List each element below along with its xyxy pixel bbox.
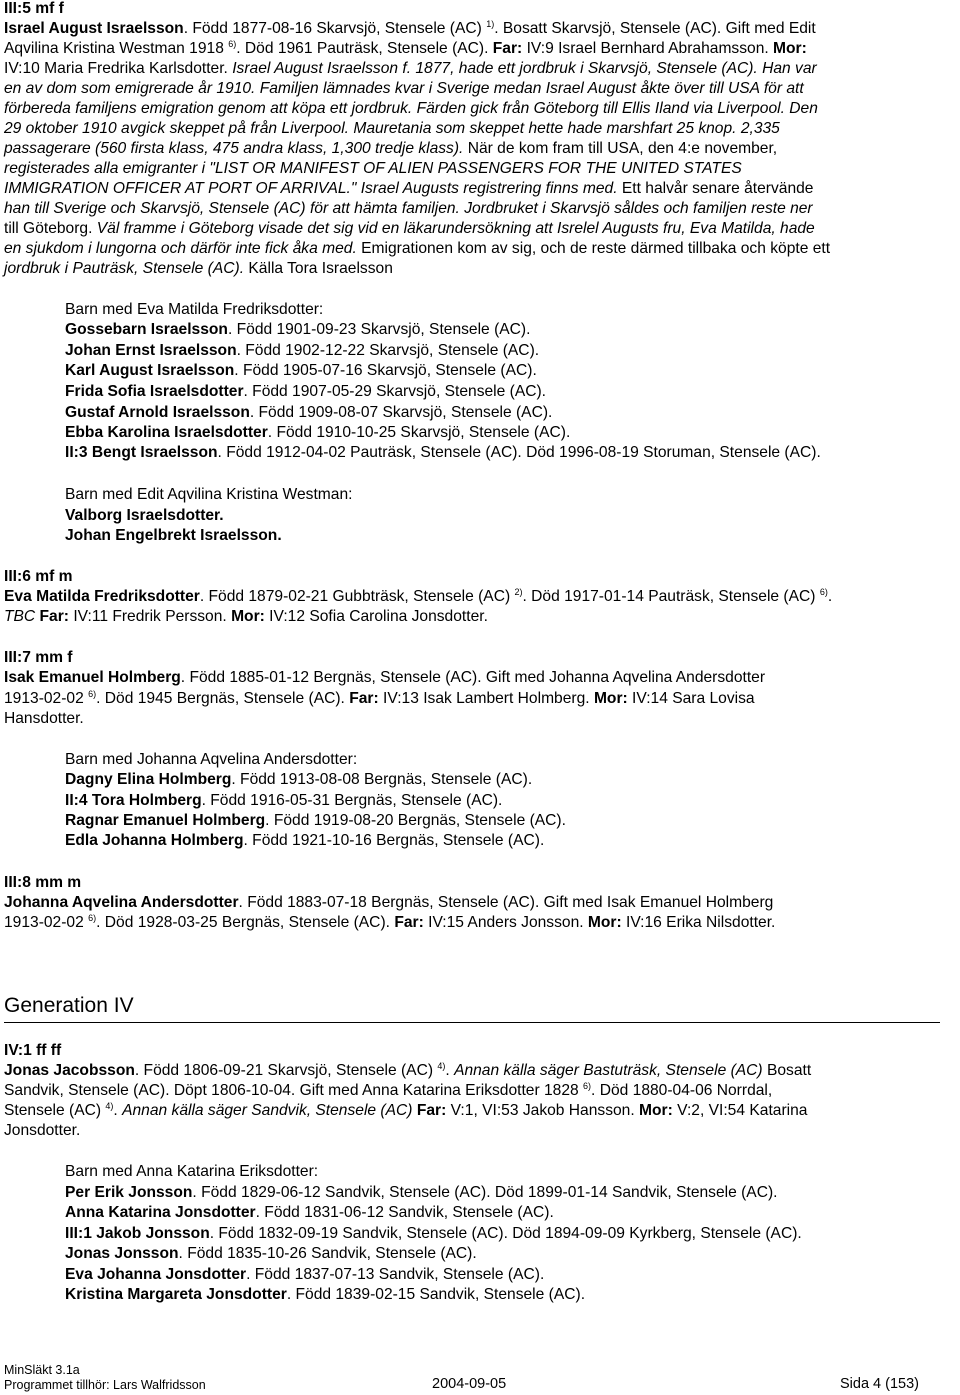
child-name: Ragnar Emanuel Holmberg [65, 812, 266, 829]
father-label: Far: [394, 914, 424, 931]
child-entry: II:3 Bengt Israelsson. Född 1912-04-02 Pauträsk, Stensele (AC). Död 1996-08-19 Storuman, Stensele (AC). [65, 444, 821, 461]
children-heading: Barn med Eva Matilda Fredriksdotter: [65, 301, 324, 318]
text-line: Stensele (AC) $^{4)}$. Annan källa säger Sandvik, Stensele (AC) Far: V:1, VI:53 Jakob Hansson. Mor: V:2, VI:54 Katarina [4, 1101, 808, 1119]
child-entry: Johan Ernst Israelsson. Född 1902-12-22 Skarvsjö, Stensele (AC). [65, 342, 540, 359]
person-header [4, 567, 72, 587]
child-name: Johan Ernst Israelsson [65, 342, 237, 359]
footnote-ref: 4) [105, 1101, 114, 1111]
person-code: III:8 [4, 874, 31, 891]
child-name: II:3 Bengt Israelsson [65, 444, 218, 461]
person-header [4, 648, 72, 668]
text-line: han till Sverige och Skarvsjö, Stensele (AC) för att hämta familjen. Jordbruket i Skarvsjö såldes och familjen reste ner [4, 200, 813, 217]
father-label: Far: [349, 690, 379, 707]
text-line: 1913-02-02 $^{6)}$. Död 1945 Bergnäs, Stensele (AC). Far: IV:13 Isak Lambert Holmberg. Mor: IV:14 Sara Lovisa [4, 689, 755, 707]
text-line: förbereda familjens emigration genom att köpa ett jordbruk. Färden gick från Göteborg till Ellis Iland via Liverpool. Den [4, 100, 818, 117]
text-line: IV:10 Maria Fredrika Karlsdotter. Israel August Israelsson f. 1877, hade ett jordbruk i Skarvsjö, Stensele (AC). Han var [4, 60, 817, 77]
father-label: Far: [492, 40, 523, 57]
child-name: Anna Katarina Jonsdotter [65, 1204, 256, 1221]
footer-owner: Programmet tillhör: Lars Walfridsson [4, 1378, 206, 1392]
text-line: TBC Far: IV:11 Fredrik Persson. Mor: IV:12 Sofia Carolina Jonsdotter. [4, 608, 488, 625]
text-line: 1913-02-02 $^{6)}$. Död 1928-03-25 Bergnäs, Stensele (AC). Far: IV:15 Anders Jonsson. Mor: IV:16 Erika Nilsdotter. [4, 913, 776, 931]
text-line: Johanna Aqvelina Andersdotter. Född 1883-07-18 Bergnäs, Stensele (AC). Gift med Isak Emanuel Holmberg [4, 894, 774, 911]
person-name: Jonas Jacobsson [4, 1062, 135, 1079]
text-line: Eva Matilda Fredriksdotter. Född 1879-02-21 Gubbträsk, Stensele (AC) $^{2)}$. Död 1917-01-14 Pauträsk, Stensele (AC) $^{6)}$. [4, 587, 833, 605]
relation-code: mm m [35, 874, 82, 891]
child-name: Johan Engelbrekt Israelsson [65, 527, 278, 544]
footnote-ref: 4) [437, 1061, 446, 1071]
person-header [4, 873, 81, 893]
child-entry: Dagny Elina Holmberg. Född 1913-08-08 Bergnäs, Stensele (AC). [65, 771, 533, 788]
child-name: Edla Johanna Holmberg [65, 832, 244, 849]
child-entry: Edla Johanna Holmberg. Född 1921-10-16 Bergnäs, Stensele (AC). [65, 832, 545, 849]
text-line: en sjukdom i lungorna och därför inte fick åka med. Emigrationen kom av sig, och de reste därmed tillbaka och köpte ett [4, 240, 831, 257]
child-name: Valborg Israelsdotter [65, 507, 220, 524]
child-name: Gustaf Arnold Israelsson [65, 404, 250, 421]
person-code: III:5 [4, 0, 31, 17]
mother-label: Mor: [231, 608, 265, 625]
children-heading: Barn med Johanna Aqvelina Andersdotter: [65, 751, 358, 768]
child-entry: Jonas Jonsson. Född 1835-10-26 Sandvik, Stensele (AC). [65, 1245, 477, 1262]
person-code: III:7 [4, 649, 31, 666]
text-line: 29 oktober 1910 avgick skeppet på från Liverpool. Mauretania som skeppet hette hade marshfart 25 knop. 2,335 [4, 120, 780, 137]
text-line: till Göteborg. Väl framme i Göteborg visade det sig vid en läkarundersökning att Isrelel Augusts fru, Eva Matilda, hade [4, 220, 815, 237]
person-name: Johanna Aqvelina Andersdotter [4, 894, 239, 911]
mother-label: Mor: [773, 40, 807, 57]
child-name: Dagny Elina Holmberg [65, 771, 232, 788]
relation-code: mf f [35, 0, 64, 17]
footnote-ref: 6) [583, 1081, 592, 1091]
child-entry: II:4 Tora Holmberg. Född 1916-05-31 Bergnäs, Stensele (AC). [65, 792, 503, 809]
footer-app-name: MinSläkt 3.1a [4, 1363, 80, 1377]
child-name: Frida Sofia Israelsdotter [65, 383, 244, 400]
text-line: Sandvik, Stensele (AC). Döpt 1806-10-04. Gift med Anna Katarina Eriksdotter 1828 $^{6)}$. Död 1880-04-06 Norrdal, [4, 1081, 773, 1099]
text-line: Jonas Jacobsson. Född 1806-09-21 Skarvsjö, Stensele (AC) $^{4)}$. Annan källa säger Bastuträsk, Stensele (AC) Bosatt [4, 1061, 812, 1079]
person-name: Eva Matilda Fredriksdotter [4, 588, 200, 605]
text-line: Hansdotter. [4, 710, 84, 727]
children-heading: Barn med Anna Katarina Eriksdotter: [65, 1163, 319, 1180]
child-entry: Ebba Karolina Israelsdotter. Född 1910-10-25 Skarvsjö, Stensele (AC). [65, 424, 571, 441]
child-name: Gossebarn Israelsson [65, 321, 228, 338]
footnote-ref: 6) [88, 913, 97, 923]
person-header [4, 1041, 61, 1061]
relation-code: ff ff [36, 1042, 62, 1059]
child-name: Karl August Israelsson [65, 362, 235, 379]
footer-date: 2004-09-05 [432, 1376, 507, 1392]
person-name: Israel August Israelsson [4, 20, 184, 37]
child-entry: Eva Johanna Jonsdotter. Född 1837-07-13 Sandvik, Stensele (AC). [65, 1266, 545, 1283]
text-line: Isak Emanuel Holmberg. Född 1885-01-12 Bergnäs, Stensele (AC). Gift med Johanna Aqvelina Andersdotter [4, 669, 766, 686]
text-line: Aqvilina Kristina Westman 1918 $^{6)}$. Död 1961 Pauträsk, Stensele (AC). Far: IV:9 Israel Bernhard Abrahamsson. Mor: [4, 39, 807, 57]
footer-page-number: Sida 4 (153) [840, 1376, 919, 1392]
child-name: Kristina Margareta Jonsdotter [65, 1286, 287, 1303]
child-entry: Per Erik Jonsson. Född 1829-06-12 Sandvik, Stensele (AC). Död 1899-01-14 Sandvik, Stensele (AC). [65, 1184, 778, 1201]
text-line: Israel August Israelsson. Född 1877-08-16 Skarvsjö, Stensele (AC) $^{1)}$. Bosatt Skarvsjö, Stensele (AC). Gift med Edit [4, 19, 816, 37]
child-entry: Valborg Israelsdotter. [65, 507, 224, 524]
generation-heading: Generation IV [4, 994, 134, 1017]
relation-code: mm f [35, 649, 73, 666]
mother-label: Mor: [639, 1102, 673, 1119]
person-code: IV:1 [4, 1042, 32, 1059]
father-label: Far: [39, 608, 69, 625]
mother-label: Mor: [587, 914, 622, 931]
child-entry: Gustaf Arnold Israelsson. Född 1909-08-07 Skarvsjö, Stensele (AC). [65, 404, 553, 421]
child-entry: Frida Sofia Israelsdotter. Född 1907-05-29 Skarvsjö, Stensele (AC). [65, 383, 547, 400]
child-name: Jonas Jonsson [65, 1245, 179, 1262]
children-heading: Barn med Edit Aqvilina Kristina Westman: [65, 486, 353, 503]
footnote-ref: 1) [486, 19, 495, 29]
father-label: Far: [416, 1102, 447, 1119]
footnote-ref: 6) [228, 39, 237, 49]
relation-code: mf m [35, 568, 73, 585]
child-entry: Gossebarn Israelsson. Född 1901-09-23 Skarvsjö, Stensele (AC). [65, 321, 531, 338]
footnote-ref: 6) [88, 689, 97, 699]
text-line: IMMIGRATION OFFICER AT PORT OF ARRIVAL." Israel Augusts registrering finns med. Ett halvår senare återvände [4, 180, 814, 197]
child-name: Per Erik Jonsson [65, 1184, 193, 1201]
child-name: Ebba Karolina Israelsdotter [65, 424, 268, 441]
child-entry: Johan Engelbrekt Israelsson. [65, 527, 282, 544]
child-entry: Anna Katarina Jonsdotter. Född 1831-06-12 Sandvik, Stensele (AC). [65, 1204, 554, 1221]
child-entry: III:1 Jakob Jonsson. Född 1832-09-19 Sandvik, Stensele (AC). Död 1894-09-09 Kyrkberg, Stensele (AC). [65, 1225, 802, 1242]
child-name: III:1 Jakob Jonsson [65, 1225, 210, 1242]
person-header [4, 0, 64, 19]
person-name: Isak Emanuel Holmberg [4, 669, 181, 686]
child-entry: Ragnar Emanuel Holmberg. Född 1919-08-20 Bergnäs, Stensele (AC). [65, 812, 566, 829]
heading-underline [4, 1022, 940, 1023]
child-name: Eva Johanna Jonsdotter [65, 1266, 247, 1283]
child-name: II:4 Tora Holmberg [65, 792, 202, 809]
text-line: Jonsdotter. [4, 1122, 81, 1139]
footnote-ref: 6) [819, 587, 828, 597]
text-line: passagerare (560 firsta klass, 475 andra klass, 1,300 tredje klass). När de kom fram till USA, den 4:e november, [4, 140, 778, 157]
text-line: jordbruk i Pauträsk, Stensele (AC). Källa Tora Israelsson [4, 260, 393, 277]
text-line: en av dom som emigrerade år 1910. Familjen lämnades kvar i Sverige medan Israel August åkte över till USA för att [4, 80, 804, 97]
child-entry: Karl August Israelsson. Född 1905-07-16 Skarvsjö, Stensele (AC). [65, 362, 537, 379]
child-entry: Kristina Margareta Jonsdotter. Född 1839-02-15 Sandvik, Stensele (AC). [65, 1286, 586, 1303]
footnote-ref: 2) [514, 587, 523, 597]
person-code: III:6 [4, 568, 31, 585]
text-line: registerades alla emigranter i "LIST OR MANIFEST OF ALIEN PASSENGERS FOR THE UNITED STATES [4, 160, 742, 177]
mother-label: Mor: [593, 690, 628, 707]
